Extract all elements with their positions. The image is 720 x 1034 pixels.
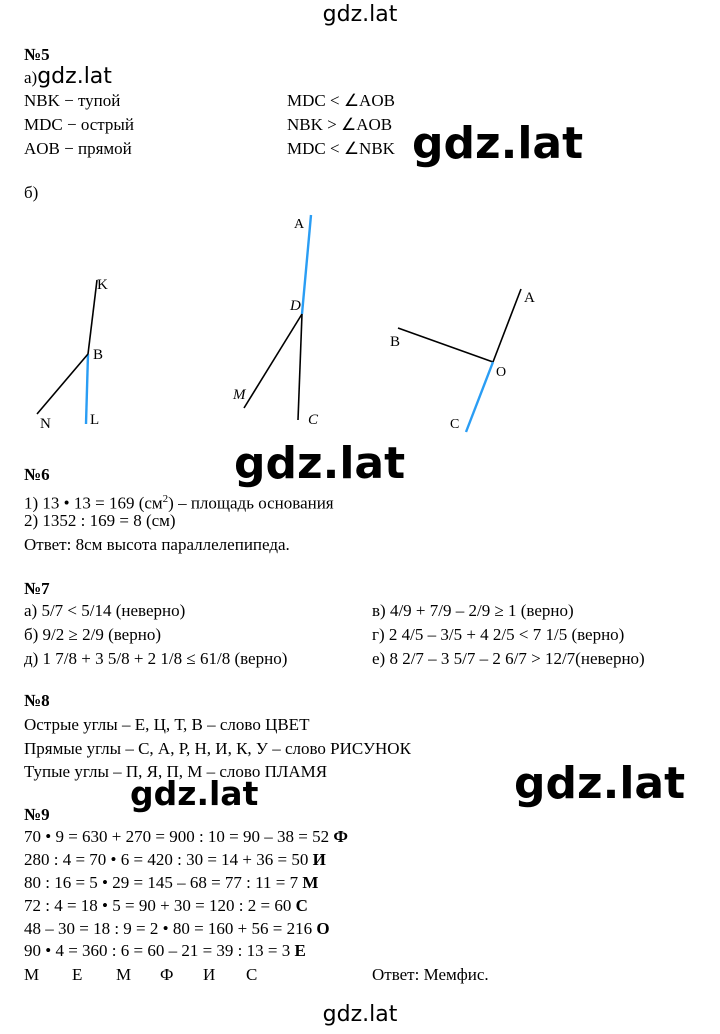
- task5-left-1: NBK − тупой: [24, 91, 121, 110]
- label-d: D: [290, 298, 301, 314]
- task9-row-letter: С: [295, 896, 308, 915]
- label-c2: C: [308, 412, 319, 428]
- figure-angle-mdc: [232, 215, 319, 428]
- watermark-top: gdz.lat: [322, 2, 398, 27]
- watermark-bottom: gdz.lat: [322, 1002, 398, 1027]
- label-b: B: [93, 347, 104, 363]
- task7-g: г) 2 4/5 – 3/5 + 4 2/5 < 7 1/5 (верно): [372, 625, 625, 644]
- task9-letter-1: М: [24, 965, 40, 984]
- ray-bk: [88, 280, 97, 354]
- ray-dm: [244, 314, 302, 408]
- task9-row-letter: О: [316, 919, 330, 938]
- watermark-inline: gdz.lat: [37, 64, 112, 89]
- watermark-large-3: gdz.lat: [514, 758, 686, 809]
- label-m: M: [233, 387, 246, 403]
- task9-letter-5: И: [203, 965, 216, 984]
- task9-row-expr: 90 • 4 = 360 : 6 = 60 – 21 = 39 : 13 = 3: [24, 941, 291, 960]
- task9-row-expr: 48 – 30 = 18 : 9 = 2 • 80 = 160 + 56 = 216: [24, 919, 313, 938]
- task5-part-a: [24, 66, 112, 89]
- ray-dc: [298, 314, 302, 420]
- task5-part-b: б): [24, 183, 39, 202]
- task9-row-2: [24, 849, 326, 871]
- task9-letter-4: Ф: [160, 965, 174, 984]
- task8-line-2: Прямые углы – С, А, Р, Н, И, К, У – слово РИСУНОК: [24, 739, 411, 758]
- label-a2: A: [294, 217, 305, 232]
- label-n: N: [40, 416, 51, 432]
- task6-answer: Ответ: 8см высота параллелепипеда.: [24, 535, 290, 554]
- task9-row-6: [24, 940, 306, 962]
- task9-row-expr: 70 • 9 = 630 + 270 = 900 : 10 = 90 – 38 = 52: [24, 827, 330, 846]
- watermark-medium: gdz.lat: [130, 774, 259, 813]
- task9-row-expr: 72 : 4 = 18 • 5 = 90 + 30 = 120 : 2 = 60: [24, 896, 292, 915]
- task7-a: а) 5/7 < 5/14 (неверно): [24, 601, 186, 620]
- task8-line-3: Тупые углы – П, Я, П, М – слово ПЛАМЯ: [24, 762, 328, 781]
- task7-heading: №7: [24, 579, 50, 598]
- angle-figures: [0, 200, 720, 440]
- label-a3: A: [524, 290, 535, 306]
- task8-line-1: Острые углы – Е, Ц, Т, В – слово ЦВЕТ: [24, 715, 310, 734]
- task9-row-3: [24, 872, 318, 894]
- task7-e: е) 8 2/7 – 3 5/7 – 2 6/7 > 12/7(неверно): [372, 649, 645, 668]
- figure-angle-aob: [390, 289, 535, 432]
- task5-right-3: MDC < ∠NBK: [287, 139, 395, 158]
- label-b3: B: [390, 334, 401, 350]
- task9-letter-6: С: [246, 965, 258, 984]
- task9-letter-2: Е: [72, 965, 83, 984]
- task6-line-2: 2) 1352 : 169 = 8 (см): [24, 511, 176, 530]
- task7-v: в) 4/9 + 7/9 – 2/9 ≥ 1 (верно): [372, 601, 574, 620]
- task9-row-letter: Е: [294, 941, 306, 960]
- task7-b: б) 9/2 ≥ 2/9 (верно): [24, 625, 161, 644]
- task9-heading: №9: [24, 805, 50, 824]
- task9-row-4: [24, 895, 308, 917]
- task9-row-expr: 80 : 16 = 5 • 29 = 145 – 68 = 77 : 11 = 7: [24, 873, 299, 892]
- task5-left-3: AOB − прямой: [24, 139, 132, 158]
- task7-d: д) 1 7/8 + 3 5/8 + 2 1/8 ≤ 61/8 (верно): [24, 649, 288, 668]
- task6-heading: №6: [24, 465, 50, 484]
- ray-ob: [398, 328, 493, 362]
- watermark-large-1: gdz.lat: [412, 118, 584, 169]
- watermark-large-2: gdz.lat: [234, 438, 406, 489]
- label-o: O: [496, 365, 507, 380]
- ray-oc: [466, 362, 493, 432]
- ray-bl: [86, 354, 88, 424]
- task9-row-5: [24, 918, 330, 940]
- task5-part-a-label: а): [24, 68, 38, 87]
- task9-row-1: [24, 826, 348, 848]
- task6-line-1-sup: 2: [162, 493, 169, 505]
- task5-left-2: MDC − острый: [24, 115, 134, 134]
- task9-row-letter: М: [302, 873, 319, 892]
- task5-heading: №5: [24, 45, 50, 64]
- task9-row-letter: И: [312, 850, 326, 869]
- task9-row-letter: Ф: [333, 827, 348, 846]
- task8-heading: №8: [24, 691, 50, 710]
- label-c3: C: [450, 417, 460, 432]
- figure-angle-nbk: [37, 277, 108, 432]
- task5-right-1: MDC < ∠AOB: [287, 91, 395, 110]
- ray-oa: [493, 289, 521, 362]
- task6-line-1-pre: 1) 13 • 13 = 169 (см: [24, 493, 163, 513]
- task9-letter-3: М: [116, 965, 132, 984]
- label-l: L: [90, 412, 100, 428]
- task9-row-expr: 280 : 4 = 70 • 6 = 420 : 30 = 14 + 36 = 50: [24, 850, 309, 869]
- task6-line-1-post: ) – площадь основания: [168, 493, 334, 513]
- task5-right-2: NBK > ∠AOB: [287, 115, 393, 134]
- ray-bn: [37, 354, 88, 414]
- label-k: K: [97, 277, 108, 293]
- task9-answer: Ответ: Мемфис.: [372, 965, 489, 984]
